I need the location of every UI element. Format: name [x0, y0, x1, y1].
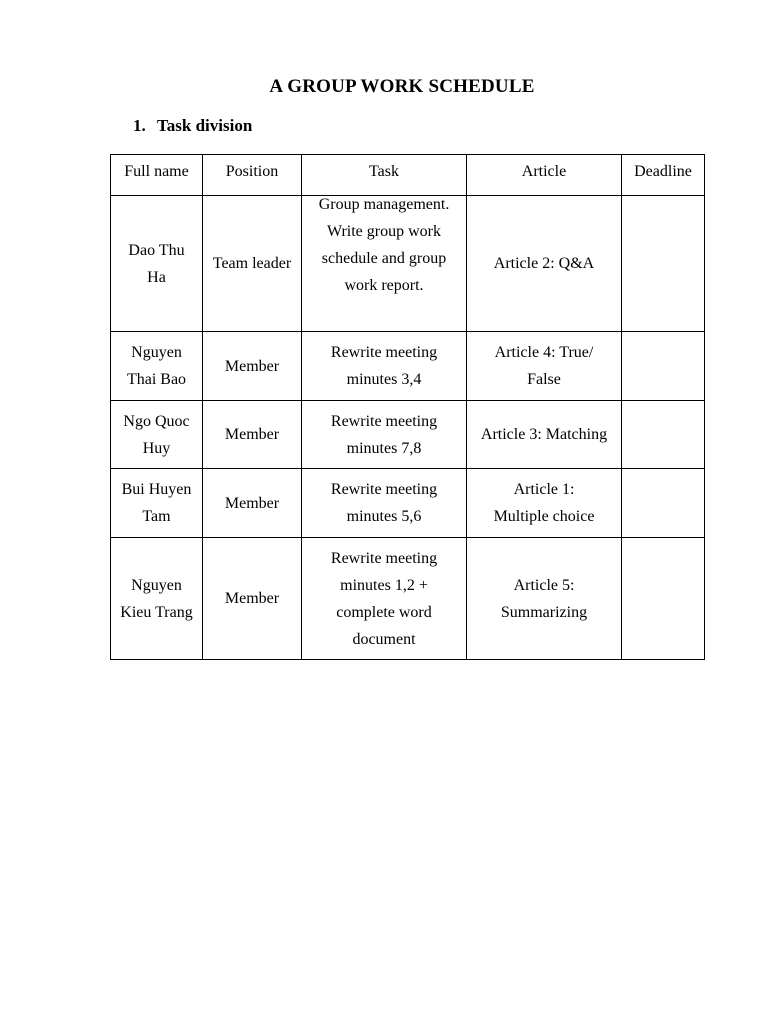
- cell-task: Rewrite meeting minutes 1,2 + complete word document: [302, 538, 467, 660]
- cell-task: Rewrite meeting minutes 3,4: [302, 332, 467, 401]
- cell-full-name: Nguyen Thai Bao: [111, 332, 203, 401]
- cell-article: Article 1: Multiple choice: [467, 469, 622, 538]
- cell-full-name: Bui Huyen Tam: [111, 469, 203, 538]
- cell-task: Rewrite meeting minutes 7,8: [302, 401, 467, 469]
- document-title: A GROUP WORK SCHEDULE: [269, 76, 535, 97]
- cell-position: Member: [203, 401, 302, 469]
- cell-article: Article 3: Matching: [467, 401, 622, 469]
- table-row: [111, 332, 705, 401]
- cell-full-name: Dao Thu Ha: [111, 196, 203, 332]
- cell-position: Member: [203, 332, 302, 401]
- task-division-table: [110, 154, 705, 660]
- cell-article: Article 5: Summarizing: [467, 538, 622, 660]
- cell-deadline: [622, 469, 705, 538]
- cell-article: Article 2: Q&A: [467, 196, 622, 332]
- header-article: Article: [467, 155, 622, 196]
- cell-deadline: [622, 401, 705, 469]
- cell-position: Team leader: [203, 196, 302, 332]
- header-full-name: Full name: [111, 155, 203, 196]
- cell-deadline: [622, 196, 705, 332]
- section-number: 1.: [133, 116, 146, 135]
- table-header-row: [111, 155, 705, 196]
- cell-full-name: Nguyen Kieu Trang: [111, 538, 203, 660]
- table-row: [111, 196, 705, 332]
- table-row: [111, 401, 705, 469]
- cell-deadline: [622, 332, 705, 401]
- cell-task: Group management. Write group work schedule and group work report.: [302, 191, 467, 327]
- header-task: Task: [302, 155, 467, 196]
- table-row: [111, 538, 705, 660]
- header-position: Position: [203, 155, 302, 196]
- section-title: Task division: [157, 116, 253, 135]
- cell-article: Article 4: True/ False: [467, 332, 622, 401]
- cell-deadline: [622, 538, 705, 660]
- cell-full-name: Ngo Quoc Huy: [111, 401, 203, 469]
- cell-position: Member: [203, 538, 302, 660]
- header-deadline: Deadline: [622, 155, 705, 196]
- cell-task: Rewrite meeting minutes 5,6: [302, 469, 467, 538]
- cell-position: Member: [203, 469, 302, 538]
- section-heading: [133, 116, 252, 136]
- table-row: [111, 469, 705, 538]
